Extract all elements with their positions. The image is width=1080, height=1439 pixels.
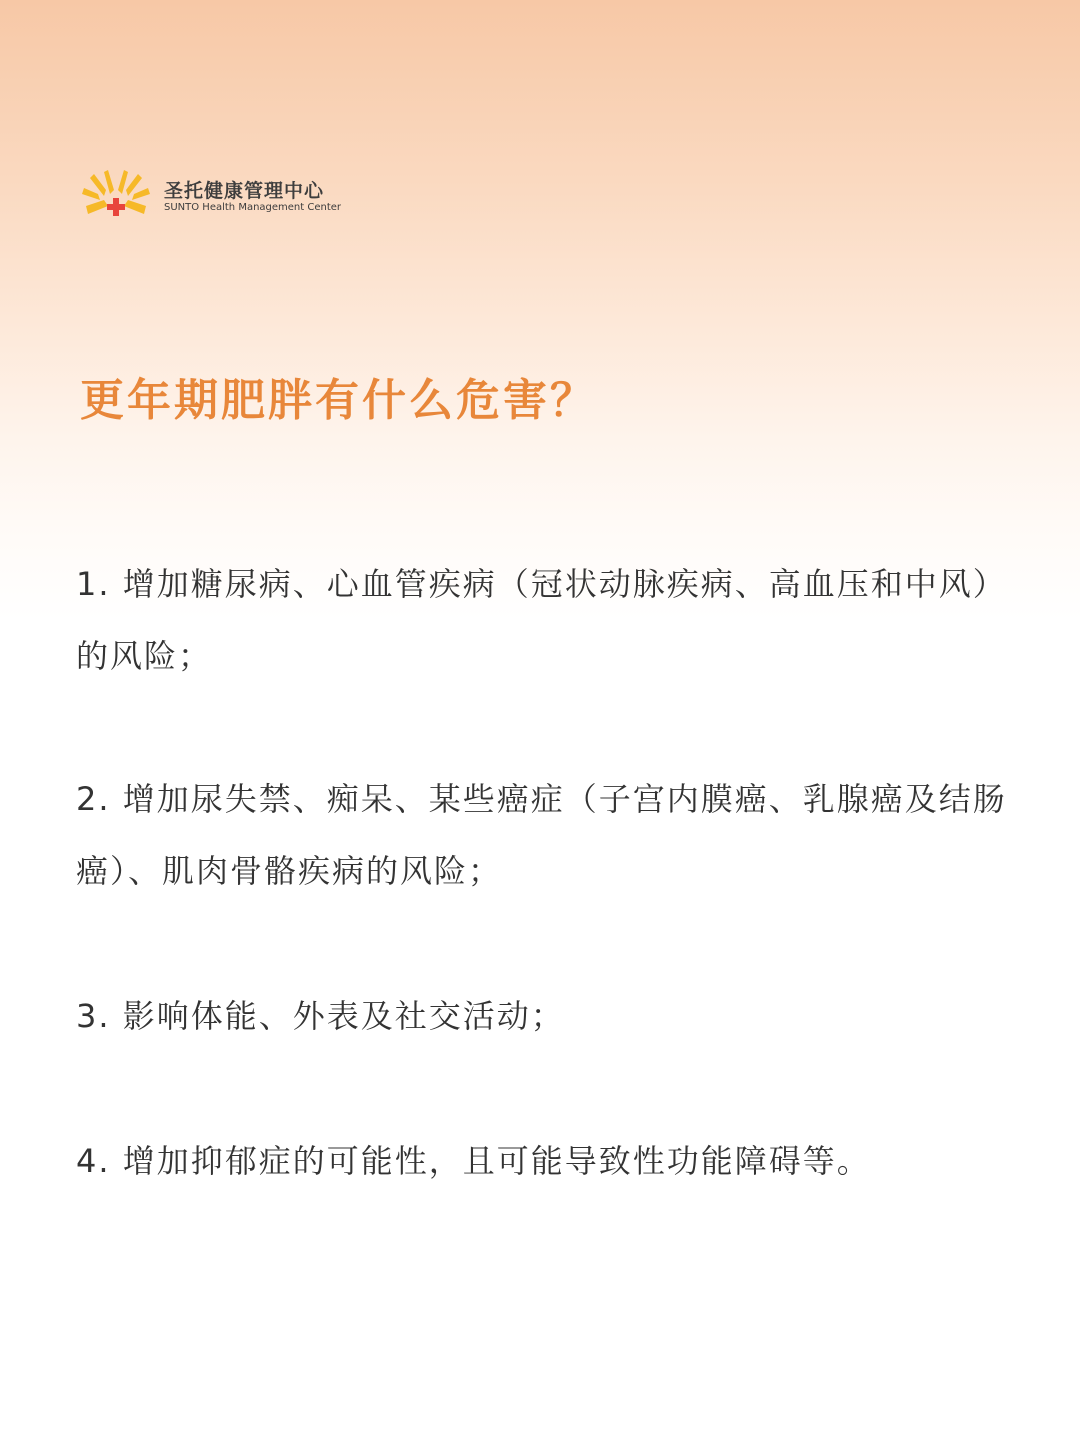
list-item: 4. 增加抑郁症的可能性，且可能导致性功能障碍等。 [76, 1142, 871, 1180]
page-title: 更年期肥胖有什么危害？ [80, 375, 597, 426]
list-item: 2. 增加尿失禁、痴呆、某些癌症（子宫内膜癌、乳腺癌及结肠癌）、肌肉骨骼疾病的风险； [76, 780, 1007, 890]
brand-name-en: SUNTO Health Management Center [164, 202, 342, 213]
brand-logo [80, 168, 340, 220]
list-item: 1. 增加糖尿病、心血管疾病（冠状动脉疾病、高血压和中风）的风险； [76, 565, 1007, 675]
list-item: 3. 影响体能、外表及社交活动； [76, 997, 565, 1035]
sunto-logo-icon [80, 168, 152, 220]
brand-name-cn: 圣托健康管理中心 [164, 180, 325, 202]
